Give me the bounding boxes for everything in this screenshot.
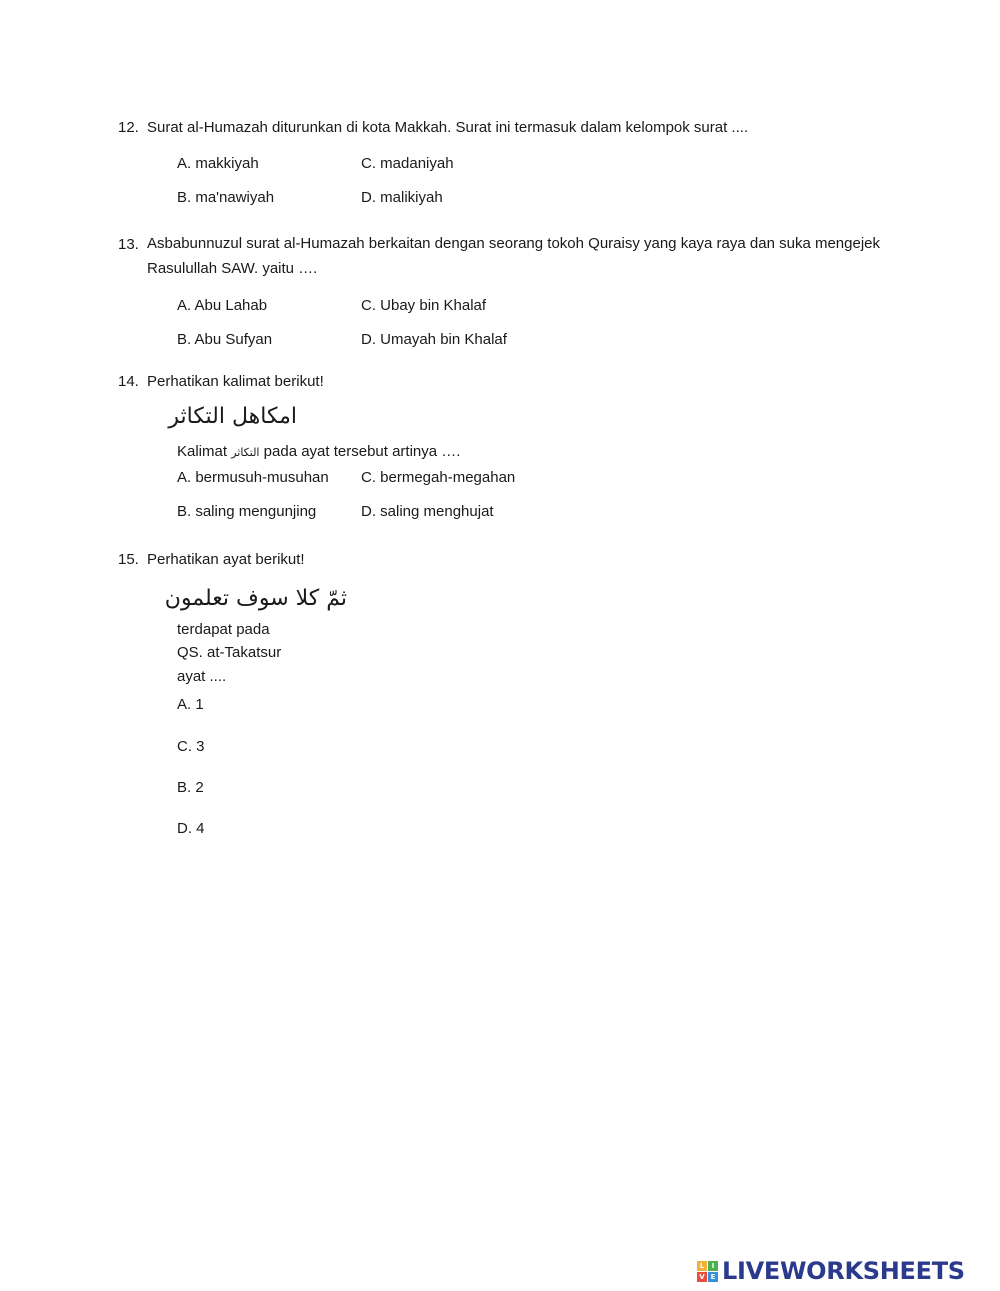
q13-option-c[interactable]: C. Ubay bin Khalaf	[361, 297, 487, 314]
question-13-number: 13.	[118, 236, 139, 253]
logo-mark-v: V	[697, 1272, 707, 1282]
q15-line-2: QS. at-Takatsur	[177, 644, 282, 661]
question-14-number: 14.	[118, 373, 139, 390]
q12-option-a[interactable]: A. makkiyah	[177, 155, 259, 172]
q14-sentence-start: Kalimat	[177, 443, 228, 460]
question-12-number: 12.	[118, 119, 139, 136]
logo-mark-i: I	[708, 1261, 718, 1271]
logo-mark-icon	[697, 1261, 718, 1282]
question-13-text-line1: Asbabunnuzul surat al-Humazah berkaitan dengan seorang tokoh Quraisy yang kaya raya dan suka mengejek	[147, 235, 880, 252]
q14-sentence-arabic: التكاثر	[231, 446, 260, 459]
logo-mark-e: E	[708, 1272, 718, 1282]
q13-option-b[interactable]: B. Abu Sufyan	[177, 331, 273, 348]
question-14-text: Perhatikan kalimat berikut!	[147, 373, 324, 390]
q15-option-b[interactable]: B. 2	[177, 779, 204, 796]
logo-mark-l: L	[697, 1261, 707, 1271]
question-13-text-line2: Rasulullah SAW. yaitu ….	[147, 260, 318, 277]
q14-option-b[interactable]: B. saling mengunjing	[177, 503, 317, 520]
q15-option-a[interactable]: A. 1	[177, 696, 204, 713]
question-12-text: Surat al-Humazah diturunkan di kota Makkah. Surat ini termasuk dalam kelompok surat ....	[147, 119, 749, 136]
q12-option-b[interactable]: B. ma'nawiyah	[177, 189, 275, 206]
q13-option-a[interactable]: A. Abu Lahab	[177, 297, 268, 314]
question-15-text: Perhatikan ayat berikut!	[147, 551, 305, 568]
q14-option-a[interactable]: A. bermusuh-musuhan	[177, 469, 329, 486]
q12-option-c[interactable]: C. madaniyah	[361, 155, 454, 172]
q15-line-3: ayat ....	[177, 668, 227, 685]
liveworksheets-logo	[697, 1257, 965, 1285]
q15-arabic-verse: ثمّ كلا سوف تعلمون	[164, 586, 347, 611]
q14-option-c[interactable]: C. bermegah-megahan	[361, 469, 516, 486]
q15-line-1: terdapat pada	[177, 621, 270, 638]
q14-option-d[interactable]: D. saling menghujat	[361, 503, 494, 520]
q14-sentence	[177, 443, 460, 460]
q12-option-d[interactable]: D. malikiyah	[361, 189, 443, 206]
question-15-number: 15.	[118, 551, 139, 568]
logo-text: LIVEWORKSHEETS	[722, 1257, 965, 1285]
q13-option-d[interactable]: D. Umayah bin Khalaf	[361, 331, 507, 348]
q14-sentence-end: pada ayat tersebut artinya ….	[263, 443, 461, 460]
q15-option-c[interactable]: C. 3	[177, 738, 205, 755]
q14-arabic-verse: امكاهل التكاثر	[168, 404, 297, 429]
q15-option-d[interactable]: D. 4	[177, 820, 205, 837]
